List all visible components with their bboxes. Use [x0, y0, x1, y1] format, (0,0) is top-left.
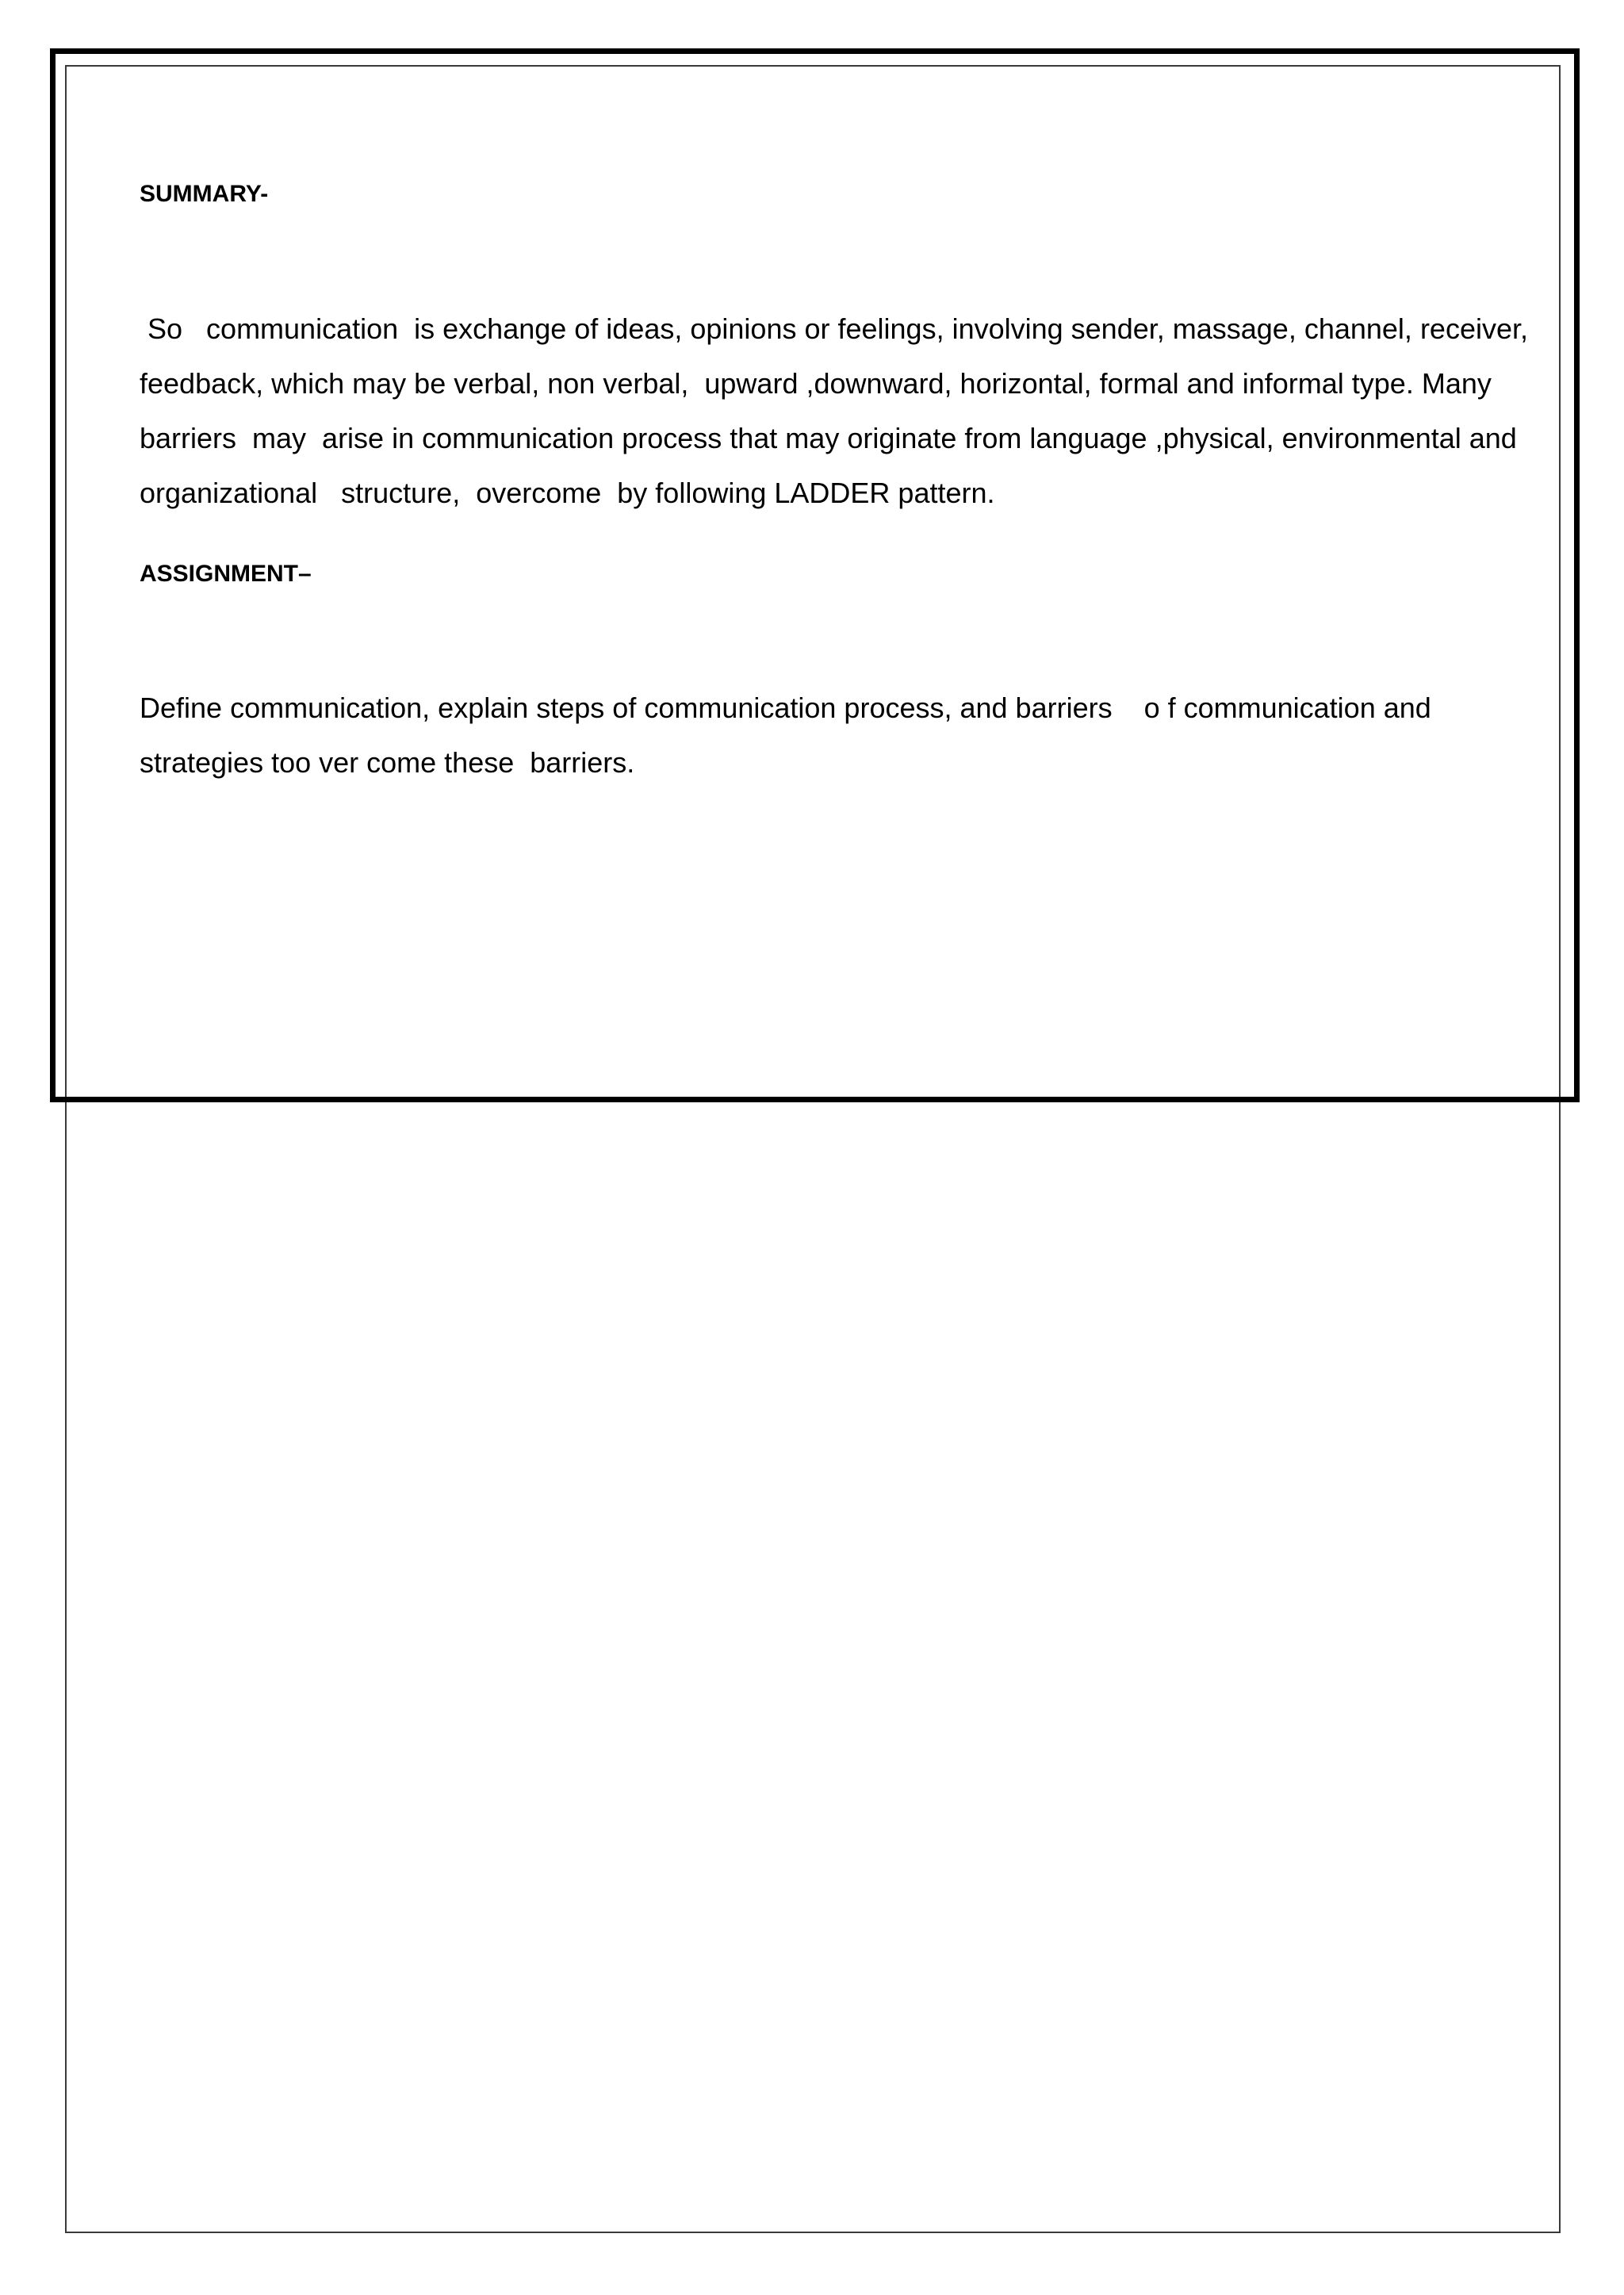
- assignment-line: Define communication, explain steps of communication process, and barriers o f communication and: [140, 692, 1431, 724]
- summary-line: barriers may arise in communication process that may originate from language ,physical, environmental and: [140, 422, 1517, 454]
- summary-line: So communication is exchange of ideas, opinions or feelings, involving sender, massage, channel, receiver,: [140, 312, 1528, 345]
- summary-paragraph: [140, 301, 1528, 520]
- assignment-heading: ASSIGNMENT–: [140, 561, 312, 587]
- assignment-paragraph: [140, 680, 1488, 790]
- summary-line: organizational structure, overcome by following LADDER pattern.: [140, 477, 995, 509]
- summary-heading: SUMMARY-: [140, 181, 269, 207]
- assignment-line: strategies too ver come these barriers.: [140, 746, 635, 779]
- summary-line: feedback, which may be verbal, non verbal, upward ,downward, horizontal, formal and informal type. Many: [140, 367, 1492, 400]
